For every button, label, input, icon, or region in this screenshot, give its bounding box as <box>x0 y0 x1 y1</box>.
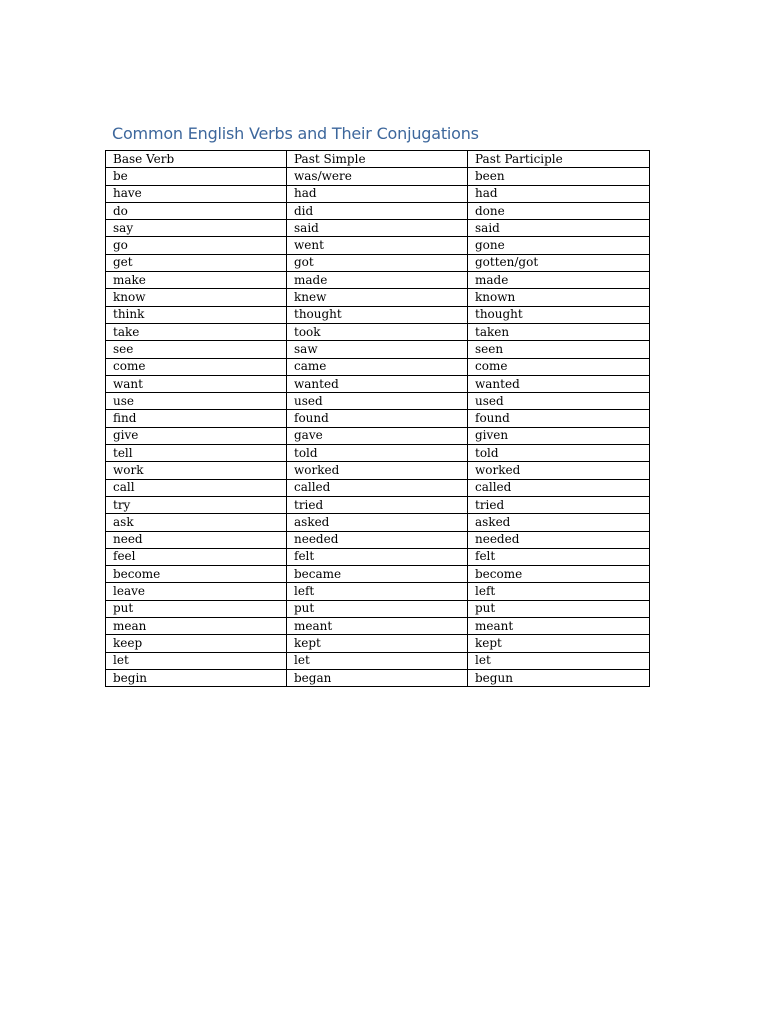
past-simple-cell: needed <box>287 531 468 548</box>
table-row <box>106 652 650 669</box>
past-participle-cell: wanted <box>468 375 650 392</box>
past-participle-cell: meant <box>468 618 650 635</box>
base-verb-cell: see <box>106 341 287 358</box>
page-title: Common English Verbs and Their Conjugations <box>112 124 479 143</box>
past-participle-cell: become <box>468 566 650 583</box>
table-row <box>106 531 650 548</box>
table-row <box>106 583 650 600</box>
table-row <box>106 427 650 444</box>
base-verb-cell: ask <box>106 514 287 531</box>
table-row <box>106 479 650 496</box>
table-row <box>106 168 650 185</box>
base-verb-cell: give <box>106 427 287 444</box>
past-participle-cell: done <box>468 202 650 219</box>
base-verb-cell: call <box>106 479 287 496</box>
table-row <box>106 272 650 289</box>
past-participle-cell: gotten/got <box>468 254 650 271</box>
past-participle-cell: felt <box>468 548 650 565</box>
base-verb-cell: make <box>106 272 287 289</box>
table-body <box>106 168 650 687</box>
past-simple-cell: used <box>287 393 468 410</box>
past-participle-cell: given <box>468 427 650 444</box>
table-row <box>106 237 650 254</box>
table-row <box>106 393 650 410</box>
base-verb-cell: come <box>106 358 287 375</box>
table-row <box>106 445 650 462</box>
table-row <box>106 462 650 479</box>
verb-conjugation-table <box>105 150 650 687</box>
base-verb-cell: be <box>106 168 287 185</box>
past-simple-cell: tried <box>287 496 468 513</box>
past-participle-cell: worked <box>468 462 650 479</box>
past-simple-cell: did <box>287 202 468 219</box>
past-simple-cell: worked <box>287 462 468 479</box>
past-participle-cell: called <box>468 479 650 496</box>
past-simple-cell: saw <box>287 341 468 358</box>
table-row <box>106 410 650 427</box>
past-simple-cell: got <box>287 254 468 271</box>
past-simple-cell: came <box>287 358 468 375</box>
past-participle-cell: known <box>468 289 650 306</box>
base-verb-cell: try <box>106 496 287 513</box>
past-simple-cell: became <box>287 566 468 583</box>
table-row <box>106 358 650 375</box>
past-simple-cell: left <box>287 583 468 600</box>
table-header-row <box>106 151 650 168</box>
past-simple-cell: began <box>287 669 468 686</box>
past-simple-cell: made <box>287 272 468 289</box>
past-participle-cell: found <box>468 410 650 427</box>
past-participle-cell: made <box>468 272 650 289</box>
table-row <box>106 306 650 323</box>
base-verb-cell: put <box>106 600 287 617</box>
base-verb-cell: think <box>106 306 287 323</box>
past-simple-cell: told <box>287 445 468 462</box>
base-verb-cell: work <box>106 462 287 479</box>
past-participle-cell: tried <box>468 496 650 513</box>
table-row <box>106 323 650 340</box>
past-participle-cell: needed <box>468 531 650 548</box>
header-past-simple: Past Simple <box>287 151 468 168</box>
base-verb-cell: keep <box>106 635 287 652</box>
past-participle-cell: seen <box>468 341 650 358</box>
table-row <box>106 635 650 652</box>
past-simple-cell: took <box>287 323 468 340</box>
base-verb-cell: mean <box>106 618 287 635</box>
past-simple-cell: meant <box>287 618 468 635</box>
base-verb-cell: get <box>106 254 287 271</box>
table-row <box>106 289 650 306</box>
past-simple-cell: asked <box>287 514 468 531</box>
past-participle-cell: taken <box>468 323 650 340</box>
base-verb-cell: begin <box>106 669 287 686</box>
past-participle-cell: begun <box>468 669 650 686</box>
past-participle-cell: thought <box>468 306 650 323</box>
table-row <box>106 669 650 686</box>
table-row <box>106 220 650 237</box>
table-row <box>106 566 650 583</box>
table-row <box>106 375 650 392</box>
table-row <box>106 548 650 565</box>
table-row <box>106 600 650 617</box>
past-simple-cell: knew <box>287 289 468 306</box>
past-simple-cell: said <box>287 220 468 237</box>
table-row <box>106 496 650 513</box>
past-participle-cell: come <box>468 358 650 375</box>
past-participle-cell: put <box>468 600 650 617</box>
past-simple-cell: called <box>287 479 468 496</box>
table-row <box>106 514 650 531</box>
base-verb-cell: become <box>106 566 287 583</box>
past-simple-cell: was/were <box>287 168 468 185</box>
past-participle-cell: asked <box>468 514 650 531</box>
table-row <box>106 185 650 202</box>
past-simple-cell: wanted <box>287 375 468 392</box>
base-verb-cell: take <box>106 323 287 340</box>
base-verb-cell: use <box>106 393 287 410</box>
past-participle-cell: let <box>468 652 650 669</box>
base-verb-cell: say <box>106 220 287 237</box>
base-verb-cell: do <box>106 202 287 219</box>
past-simple-cell: put <box>287 600 468 617</box>
past-simple-cell: had <box>287 185 468 202</box>
base-verb-cell: need <box>106 531 287 548</box>
past-participle-cell: used <box>468 393 650 410</box>
base-verb-cell: feel <box>106 548 287 565</box>
base-verb-cell: find <box>106 410 287 427</box>
table-row <box>106 341 650 358</box>
past-participle-cell: left <box>468 583 650 600</box>
base-verb-cell: let <box>106 652 287 669</box>
base-verb-cell: leave <box>106 583 287 600</box>
past-simple-cell: let <box>287 652 468 669</box>
table-row <box>106 202 650 219</box>
past-participle-cell: had <box>468 185 650 202</box>
past-simple-cell: went <box>287 237 468 254</box>
past-participle-cell: gone <box>468 237 650 254</box>
base-verb-cell: know <box>106 289 287 306</box>
past-participle-cell: said <box>468 220 650 237</box>
base-verb-cell: want <box>106 375 287 392</box>
past-participle-cell: told <box>468 445 650 462</box>
header-past-participle: Past Participle <box>468 151 650 168</box>
base-verb-cell: tell <box>106 445 287 462</box>
past-simple-cell: found <box>287 410 468 427</box>
table-row <box>106 254 650 271</box>
past-simple-cell: gave <box>287 427 468 444</box>
past-simple-cell: felt <box>287 548 468 565</box>
past-simple-cell: thought <box>287 306 468 323</box>
base-verb-cell: go <box>106 237 287 254</box>
past-participle-cell: kept <box>468 635 650 652</box>
base-verb-cell: have <box>106 185 287 202</box>
table-row <box>106 618 650 635</box>
past-participle-cell: been <box>468 168 650 185</box>
past-simple-cell: kept <box>287 635 468 652</box>
header-base-verb: Base Verb <box>106 151 287 168</box>
